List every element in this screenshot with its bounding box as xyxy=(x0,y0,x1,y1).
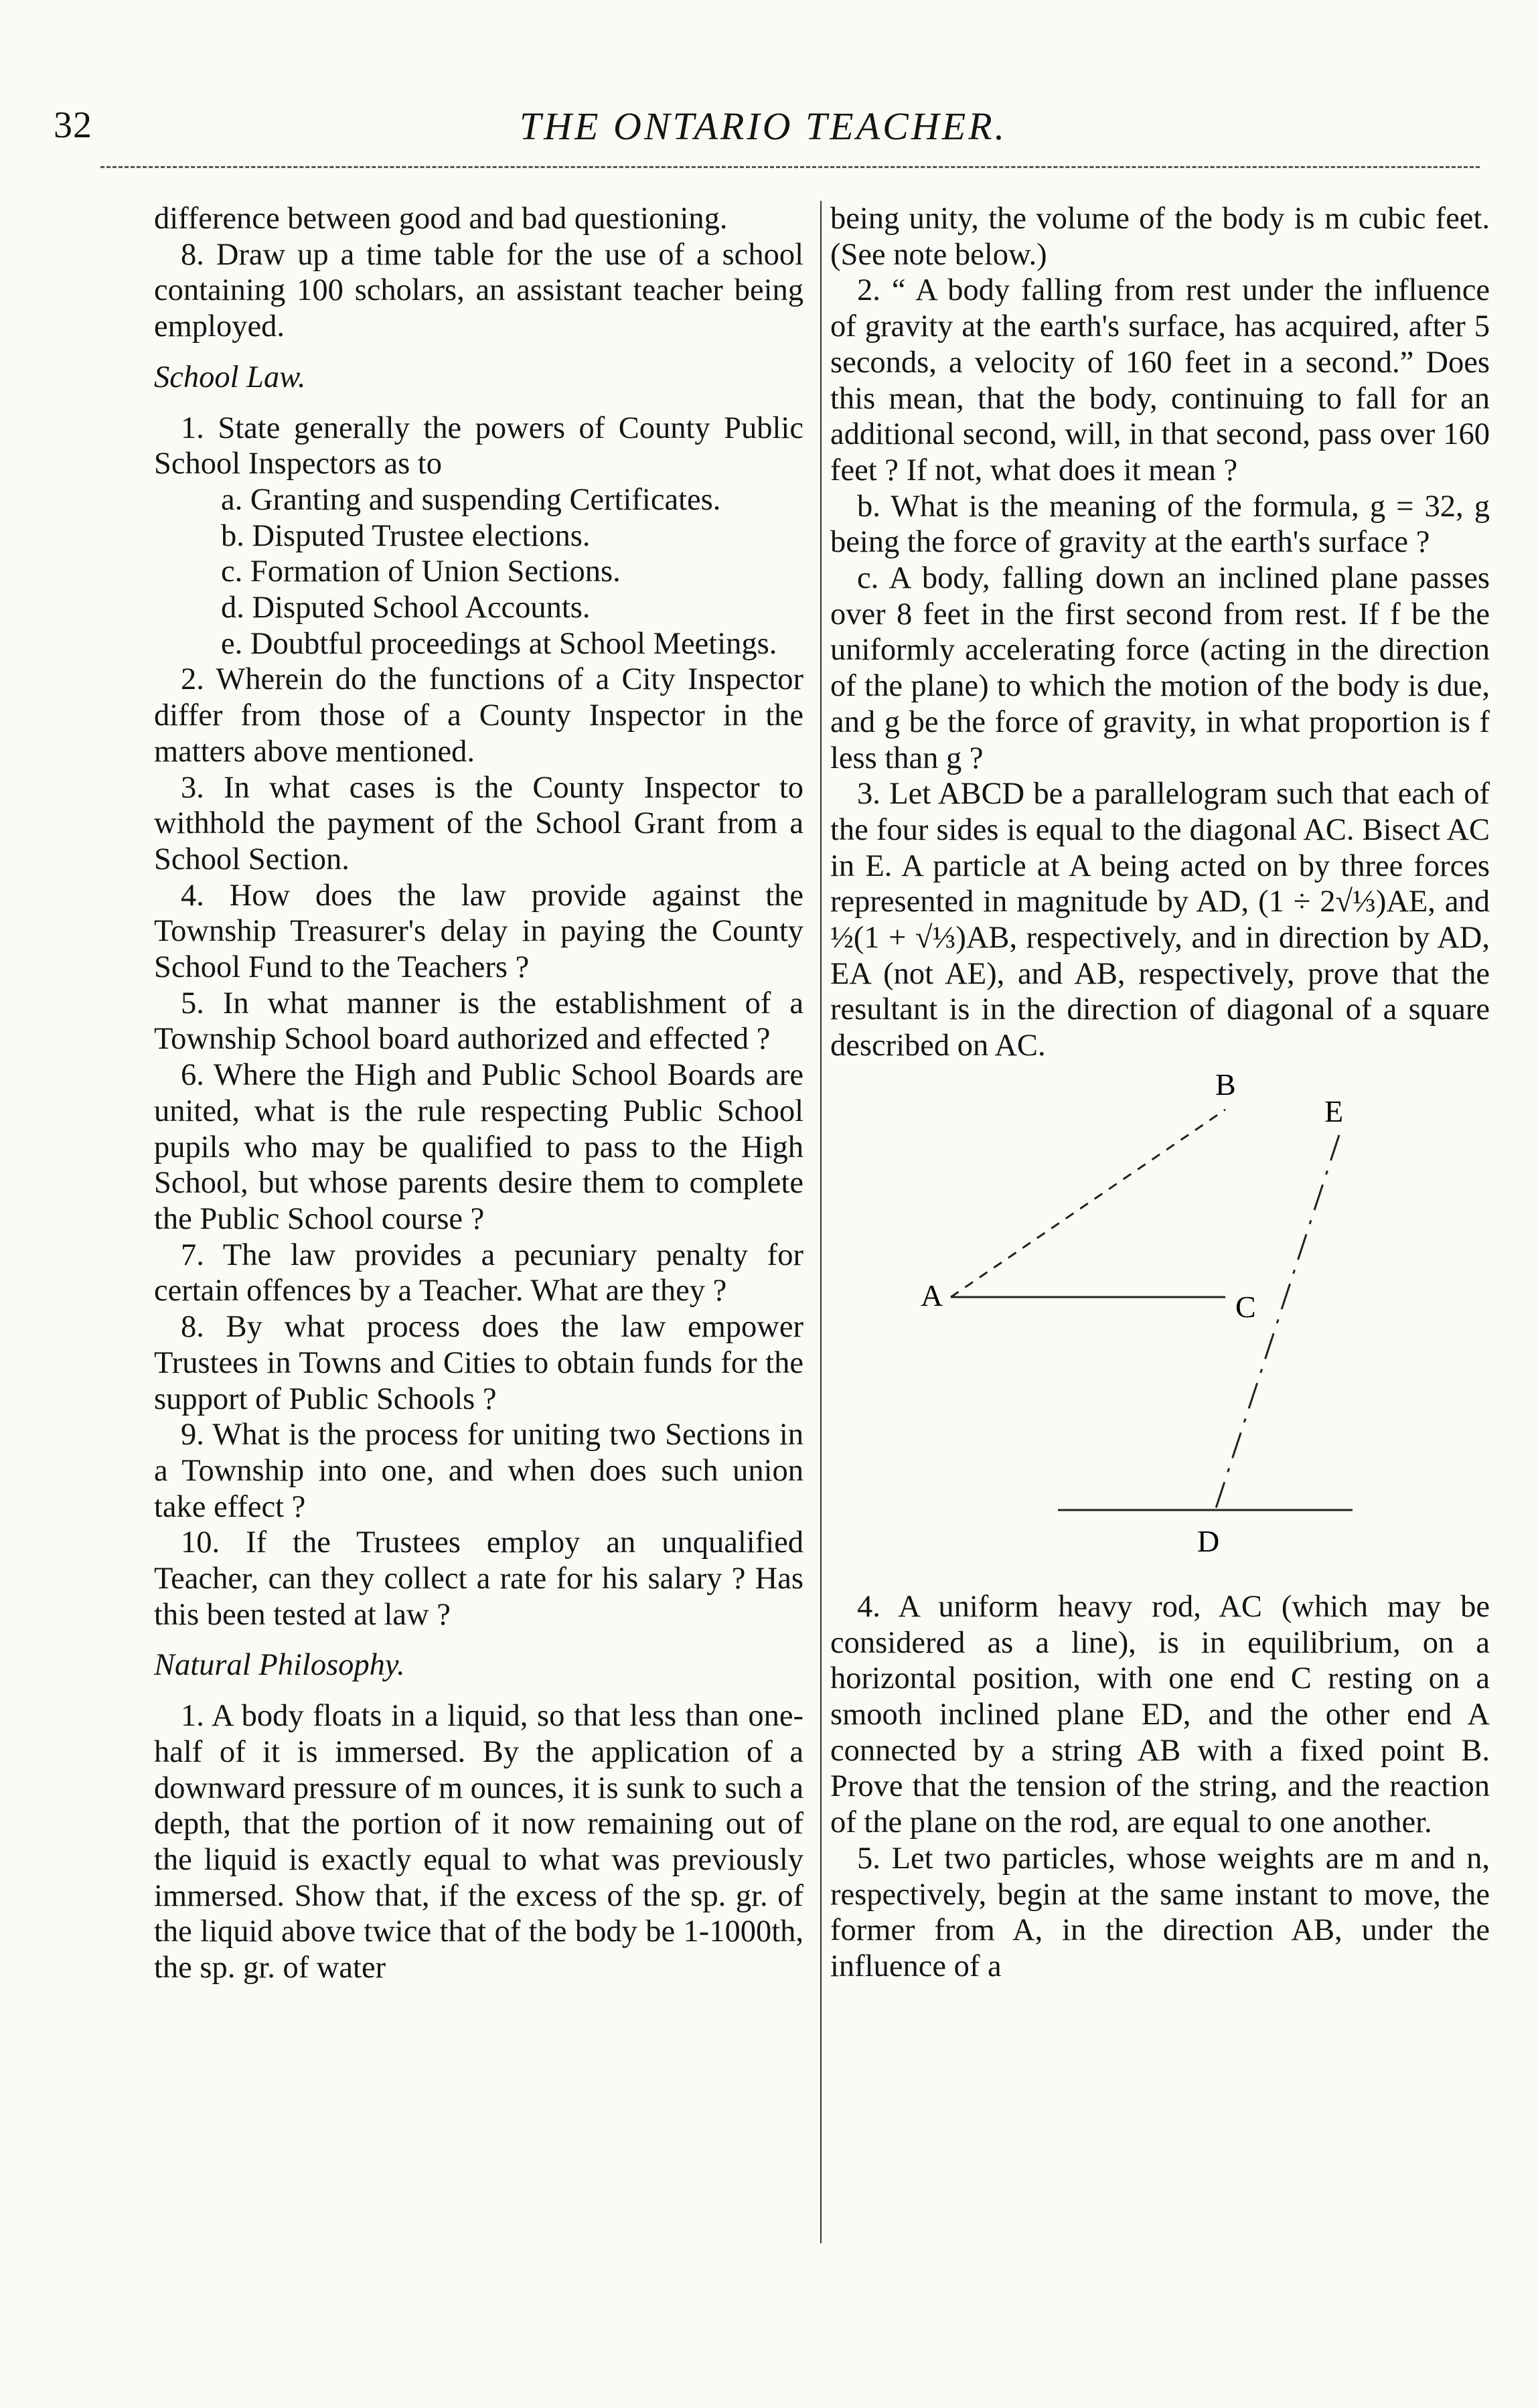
natural-philosophy-question-2c: c. A body, falling down an inclined plane passes over 8 feet in the first second from rest. If f be the uniformly accelerating force (acting in the direction of the plane) to which the motion of the body is due, and g be the force of gravity, in what proportion is f less than g ? xyxy=(830,561,1490,775)
paragraph-continued: difference between good and bad questioning. xyxy=(154,202,728,236)
label-d: D xyxy=(1197,1523,1220,1558)
natural-philosophy-question-1: 1. A body floats in a liquid, so that less than one-half of it is immersed. By the application of a downward pressure of m ounces, it is sunk to such a depth, that the portion of it now remaining out of the liquid is exactly equal to what was previously immersed. Show that, if the excess of the sp. gr. of the liquid above twice that of the body be 1-1000th, the sp. gr. of water xyxy=(154,1699,803,1985)
school-law-question-3: 3. In what cases is the County Inspector to withhold the payment of the School Grant from a School Section. xyxy=(154,770,803,877)
page-header xyxy=(54,104,1473,164)
natural-philosophy-question-4: 4. A uniform heavy rod, AC (which may be considered as a line), is in equilibrium, on a horizontal position, with one end C resting on a smooth inclined plane ED, and the other end A connected by a string AB with a fixed point B. Prove that the tension of the string, and the reaction of the plane on the rod, are equal to one another. xyxy=(830,1589,1490,1840)
school-law-item-a: a. Granting and suspending Certificates. xyxy=(221,482,721,517)
school-law-question-2: 2. Wherein do the functions of a City Inspector differ from those of a County Inspector in the matters above mentioned. xyxy=(154,662,803,769)
label-c: C xyxy=(1235,1289,1256,1324)
header-rule xyxy=(100,166,1480,168)
natural-philosophy-question-2: 2. “ A body falling from rest under the influence of gravity at the earth's surface, has acquired, after 5 seconds, a velocity of 160 feet in a second.” Does this mean, that the body, continuing to fall for an additional second, will, in that second, pass over 160 feet ? If not, what does it mean ? xyxy=(830,273,1490,487)
question-8: 8. Draw up a time table for the use of a school containing 100 scholars, an assistant teacher being employed. xyxy=(154,237,803,344)
natural-philosophy-question-5: 5. Let two particles, whose weights are m and n, respectively, begin at the same instant to move, the former from A, in the direction AB, under the influence of a xyxy=(830,1841,1490,1983)
school-law-question-4: 4. How does the law provide against the Township Treasurer's delay in paying the County School Fund to the Teachers ? xyxy=(154,878,803,985)
school-law-question-1: 1. State generally the powers of County Public School Inspectors as to xyxy=(154,410,803,481)
school-law-item-b: b. Disputed Trustee elections. xyxy=(221,518,591,553)
natural-philosophy-question-2b: b. What is the meaning of the formula, g = 32, g being the force of gravity at the earth's surface ? xyxy=(830,489,1490,560)
school-law-question-6: 6. Where the High and Public School Boards are united, what is the rule respecting Public School pupils who may be qualified to pass to the High School, but whose parents desire them to complete the Public School course ? xyxy=(154,1058,803,1236)
school-law-item-e: e. Doubtful proceedings at School Meetings. xyxy=(221,626,777,661)
figure-diagram xyxy=(830,1068,1490,1577)
natural-philosophy-question-3: 3. Let ABCD be a parallelogram such that each of the four sides is equal to the diagonal AC. Bisect AC in E. A particle at A being acted on by three forces represented in magnitude by AD, (1 ÷ 2√⅓)AE, and ½(1 + √⅓)AB, respectively, and in direction by AD, EA (not AE), and AB, respectively, prove that the resultant is in the direction of diagonal of a square described on AC. xyxy=(830,777,1490,1063)
line-ed xyxy=(1215,1135,1339,1510)
right-column xyxy=(830,201,1490,1985)
label-a: A xyxy=(921,1278,943,1312)
label-e: E xyxy=(1324,1094,1344,1128)
page-number: 32 xyxy=(54,104,92,146)
label-b: B xyxy=(1215,1067,1236,1102)
school-law-question-8: 8. By what process does the law empower Trustees in Towns and Cities to obtain funds for the support of Public Schools ? xyxy=(154,1310,803,1416)
left-column xyxy=(154,201,803,1986)
school-law-question-7: 7. The law provides a pecuniary penalty for certain offences by a Teacher. What are they ? xyxy=(154,1237,803,1308)
section-heading-natural-philosophy: Natural Philosophy. xyxy=(154,1648,405,1683)
section-heading-school-law: School Law. xyxy=(154,360,306,394)
school-law-item-c: c. Formation of Union Sections. xyxy=(221,554,621,589)
school-law-question-9: 9. What is the process for uniting two Sections in a Township into one, and when does such union take effect ? xyxy=(154,1418,803,1524)
line-ab xyxy=(951,1110,1225,1297)
natural-philosophy-question-1-continued: being unity, the volume of the body is m cubic feet. (See note below.) xyxy=(830,202,1490,272)
running-title: THE ONTARIO TEACHER. xyxy=(519,104,1008,148)
school-law-item-d: d. Disputed School Accounts. xyxy=(221,591,591,625)
parallelogram-figure xyxy=(830,1068,1490,1577)
school-law-question-10: 10. If the Trustees employ an unqualified Teacher, can they collect a rate for his salary ? Has this been tested at law ? xyxy=(154,1525,803,1632)
school-law-question-5: 5. In what manner is the establishment of a Township School board authorized and effected ? xyxy=(154,986,803,1057)
column-divider xyxy=(820,201,822,2243)
